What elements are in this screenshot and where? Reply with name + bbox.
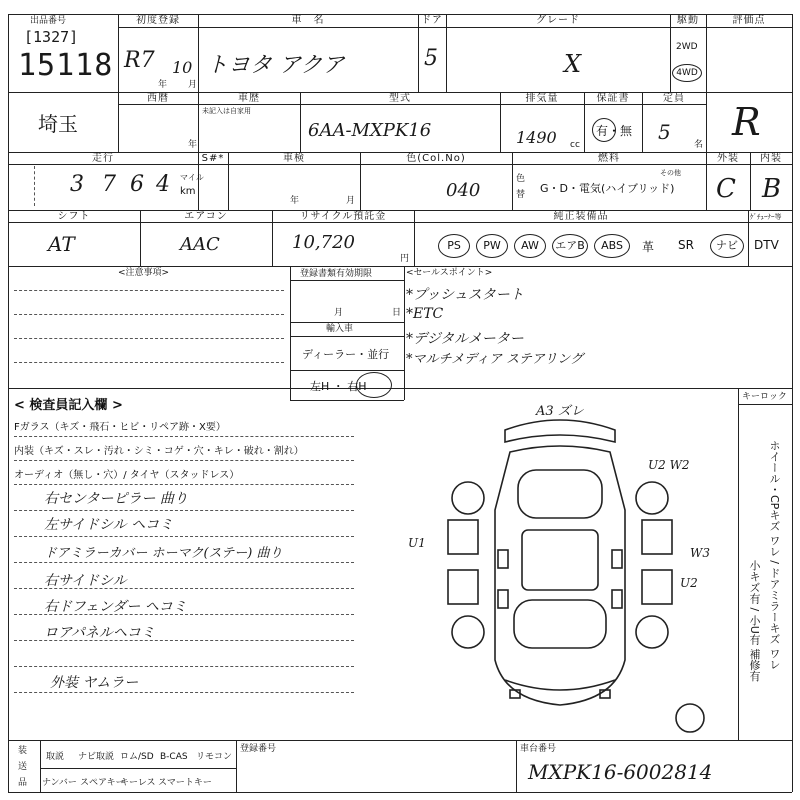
damage-note-7: 外装 ヤムラー (50, 675, 139, 691)
side-note-1: ホイール・CPキズ ワレ / ドアミラーキズ ワレ (768, 440, 781, 671)
chassis-label: 車台番号 (520, 744, 557, 754)
capacity-label: 定員 (663, 93, 685, 104)
damage-note-4: 右サイドシル (44, 573, 127, 589)
damage-note-3: ドアミラーカバー ホーマク(ステー) 曲り (44, 546, 283, 561)
sales-point-1: *プッシュスタート (406, 287, 524, 303)
fuel-label: 燃料 (598, 153, 620, 164)
doc-item-9: スマートキー (158, 778, 212, 788)
displacement-value: 1490 (516, 128, 557, 147)
damage-note-1: 右センターピラー 曲り (44, 491, 188, 507)
import-label: 輸入車 (326, 324, 354, 334)
right-border (792, 14, 793, 792)
drive-4wd: 4WD (672, 64, 702, 82)
equip-pw: PW (476, 234, 508, 258)
sw-label: S#* (201, 153, 225, 164)
mileage-digit-1: 3 (70, 172, 84, 197)
exterior-label: 外装 (717, 153, 739, 164)
year-mark-2: 年 (188, 140, 198, 150)
import-value: ディーラー・並行 (302, 348, 390, 361)
mileage-digit-4: 4 (156, 172, 170, 197)
mile-unit: マイル (180, 173, 204, 182)
color-number: 040 (446, 180, 481, 201)
doc-item-6: ナンバー (42, 778, 77, 788)
equip-aw: AW (514, 234, 546, 258)
doc-item-5: リモコン (196, 752, 233, 762)
mark-right-upper: U2 W2 (648, 458, 690, 472)
equip-leather: 革 (642, 240, 655, 254)
reg-number-label: 登録番号 (240, 744, 277, 754)
doc-item-2: ナビ取説 (78, 752, 115, 762)
color-label: 色(Col.No) (406, 153, 466, 164)
model-label: 型式 (389, 93, 411, 104)
equip-navi: ナビ (710, 234, 744, 258)
color-change-1: 色 (516, 174, 526, 184)
sales-point-2: *ETC (406, 306, 444, 322)
doc-item-8: キーレス (120, 778, 156, 788)
western-label: 西暦 (147, 93, 169, 104)
capacity-value: 5 (658, 120, 671, 144)
chassis-number: MXPK16-6002814 (528, 760, 713, 784)
mark-right-lower: U2 (680, 576, 698, 590)
color-change-2: 替 (516, 190, 526, 200)
mark-top: A3 ズレ (536, 404, 584, 419)
doc-expiry-label: 登録書類有効期限 (300, 269, 373, 279)
exterior-grade: C (716, 174, 736, 204)
bottom-border (8, 792, 792, 793)
recycle-label: リサイクル預託金 (299, 211, 387, 222)
key-lock-label: キーロック (742, 392, 787, 402)
car-name-label: 車 名 (291, 15, 325, 26)
sales-label: <セールスポイント> (406, 268, 493, 278)
month-mark-5: 月 (334, 308, 344, 318)
warranty-value: 有・無 (596, 124, 633, 138)
warranty-circle (592, 118, 616, 142)
inspection-line-3: オーディオ（無し・穴）/ タイヤ（スタッドレス） (14, 470, 240, 481)
km-unit: km (180, 186, 196, 197)
tuner-label: ｹﾞﾁｭｰﾅｰ等 (750, 213, 782, 221)
car-diagram (410, 400, 710, 740)
sales-point-3: *デジタルメーター (406, 331, 524, 347)
lot-number: 15118 (18, 48, 114, 83)
inspection-line-1: Fガラス（キズ・飛石・ヒビ・リペア跡・X要） (14, 422, 226, 433)
car-name: トヨタ アクア (206, 53, 345, 78)
lot-label: 出品番号 (30, 16, 67, 26)
day-mark: 日 (392, 308, 402, 318)
doc-item-7: スペアキー (80, 778, 125, 788)
grade-value: X (564, 50, 582, 78)
shift-value: AT (48, 232, 75, 256)
month-mark-3: 月 (346, 196, 356, 206)
inspection-label: 車検 (283, 153, 305, 164)
drive-2wd: 2WD (676, 42, 698, 52)
equip-sunroof: SR (678, 238, 694, 252)
damage-note-2: 左サイドシル ヘコミ (44, 517, 174, 533)
year-mark-3: 年 (290, 196, 300, 206)
rating-label: 評価点 (732, 15, 766, 26)
interior-grade: B (762, 174, 782, 204)
mark-right-mid: W3 (690, 546, 710, 560)
equip-ps: PS (438, 234, 470, 258)
row-divider-4 (8, 266, 792, 267)
rating-value: R (732, 100, 761, 144)
region: 埼玉 (38, 112, 78, 136)
ac-value: AAC (180, 234, 220, 255)
fuel-value: G・D・電気(ハイブリッド) (540, 182, 675, 195)
docs-label-3: 品 (18, 778, 28, 788)
equip-dtv: DTV (754, 238, 779, 252)
door-label: ドア (421, 15, 443, 26)
grade-label: グレード (536, 15, 580, 26)
equip-abs: ABS (594, 234, 630, 258)
header-label-line (118, 27, 792, 28)
mileage-digit-3: 6 (130, 172, 144, 197)
lot-bracket: [1327] (24, 28, 79, 46)
displacement-label: 排気量 (525, 93, 559, 104)
recycle-value: 10,720 (292, 232, 355, 253)
mileage-digit-2: 7 (102, 172, 116, 197)
ac-label: エアコン (184, 211, 228, 222)
fuel-other: その他 (660, 169, 681, 177)
first-reg-label: 初度登録 (136, 15, 180, 26)
first-reg-month: 10 (172, 58, 193, 77)
equipment-label: 純正装備品 (553, 211, 609, 222)
damage-note-5: 右ドフェンダー ヘコミ (44, 599, 187, 615)
side-note-2: 小キズ有 / 小U有 補修有 (748, 560, 761, 682)
doc-item-4: B-CAS (160, 752, 188, 762)
door-count: 5 (424, 46, 438, 71)
docs-label-2: 送 (18, 762, 28, 772)
model-code: 6AA-MXPK16 (308, 120, 432, 141)
year-mark: 年 (158, 80, 168, 90)
mileage-label: 走行 (92, 153, 114, 164)
inspector-title: < 検査員記入欄 > (14, 398, 123, 413)
left-border (8, 14, 9, 792)
equip-airbag: エアB (552, 234, 588, 258)
shift-label: シフト (57, 211, 91, 222)
person-mark: 名 (694, 140, 704, 150)
warranty-label: 保証書 (596, 93, 630, 104)
docs-label-1: 装 (18, 746, 28, 756)
drive-label: 駆動 (677, 15, 699, 26)
rhd-circle (356, 372, 392, 398)
cc-unit: cc (570, 140, 580, 150)
damage-note-6: ロアパネルヘコミ (44, 625, 155, 641)
history-note: 未記入は自家用 (202, 107, 251, 115)
row-divider-5 (8, 388, 792, 389)
inspection-line-2: 内装（キズ・スレ・汚れ・シミ・コゲ・穴・キレ・破れ・割れ） (14, 446, 304, 457)
notes-label: <注意事項> (118, 268, 170, 278)
month-mark: 月 (188, 80, 198, 90)
doc-item-1: 取説 (46, 752, 65, 762)
mark-left: U1 (408, 536, 426, 550)
interior-label: 内装 (760, 153, 782, 164)
history-label: 車歴 (238, 93, 260, 104)
yen-mark: 円 (400, 254, 410, 264)
first-reg-era: R7 (124, 48, 155, 73)
doc-item-3: ロム/SD (120, 752, 154, 762)
steering-value: 左H ・ 右H (310, 380, 367, 393)
row-divider-6 (8, 740, 792, 741)
sales-point-4: *マルチメディア ステアリング (406, 352, 584, 367)
